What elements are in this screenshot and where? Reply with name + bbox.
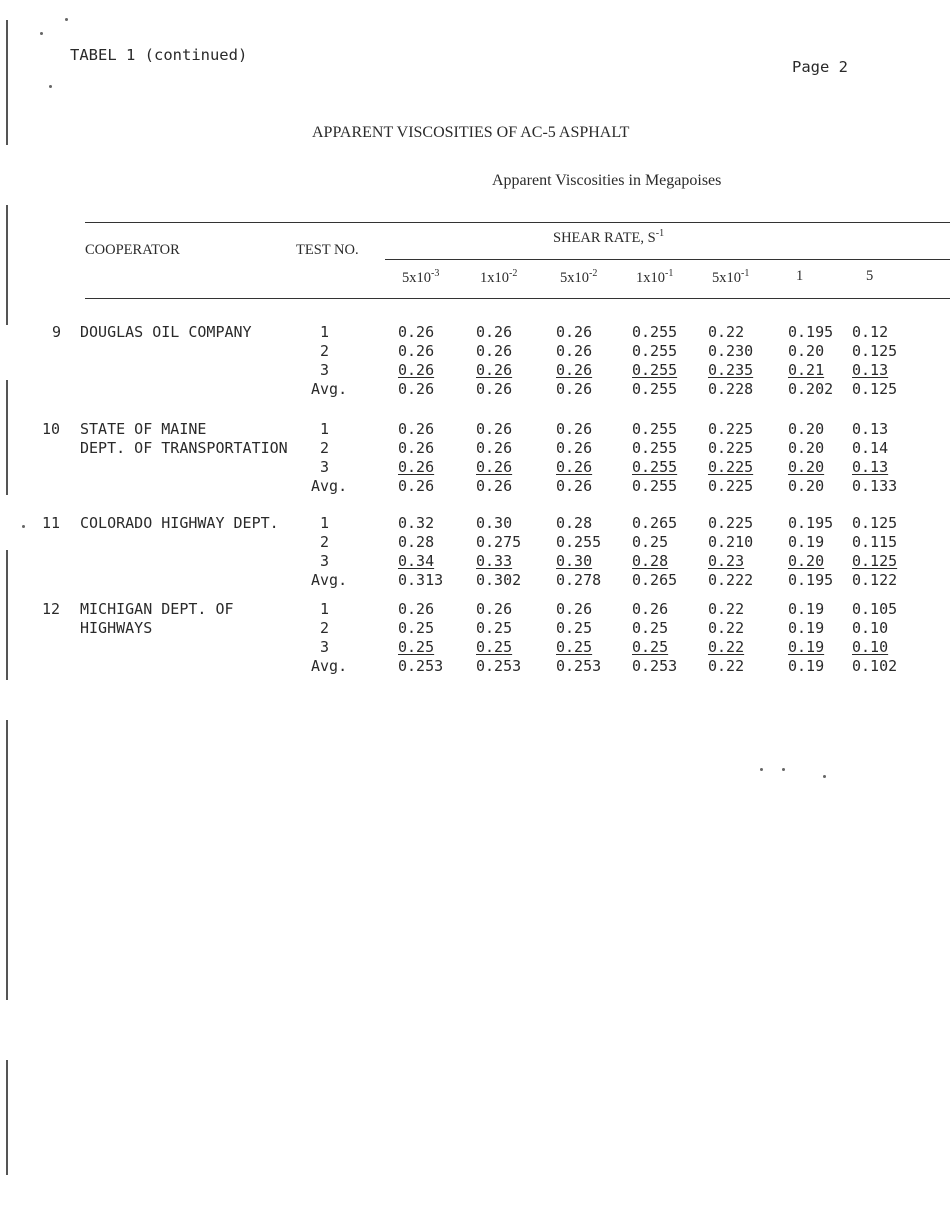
- test-number: 3: [320, 458, 330, 476]
- viscosity-cell: 0.13: [852, 361, 889, 379]
- viscosity-cell: 0.20: [788, 342, 825, 360]
- viscosity-cell: 0.28: [556, 514, 593, 532]
- shear-rate-col-base: 5x10: [560, 269, 589, 286]
- header-bottom-rule: [85, 298, 950, 299]
- viscosity-cell: 0.225: [708, 420, 754, 438]
- viscosity-cell: 0.19: [788, 533, 825, 551]
- scan-speck: [40, 32, 43, 35]
- page-title: APPARENT VISCOSITIES OF AC-5 ASPHALT: [312, 124, 630, 141]
- viscosity-cell: 0.25: [398, 619, 435, 637]
- cooperator-name: DEPT. OF TRANSPORTATION: [80, 439, 288, 457]
- shear-rate-col-exp: -2: [589, 268, 598, 279]
- viscosity-cell: 0.26: [556, 420, 593, 438]
- page-number: Page 2: [792, 58, 848, 76]
- shear-rate-col-header: [560, 268, 597, 287]
- cooperator-name: COLORADO HIGHWAY DEPT.: [80, 514, 279, 532]
- viscosity-cell: 0.26: [476, 458, 513, 476]
- shear-rate-header: [553, 228, 664, 247]
- cooperator-number: 11: [42, 514, 61, 532]
- viscosity-cell: 0.225: [708, 439, 754, 457]
- viscosity-cell: 0.21: [788, 361, 825, 379]
- average-value-cell: 0.26: [556, 380, 593, 398]
- test-number: Avg.: [311, 380, 348, 398]
- average-value-cell: 0.255: [632, 380, 678, 398]
- shear-rate-col-header: [402, 268, 439, 287]
- viscosity-cell: 0.115: [852, 533, 898, 551]
- viscosity-cell: 0.26: [398, 342, 435, 360]
- viscosity-cell: 0.195: [788, 323, 834, 341]
- shear-rate-col-base: 1x10: [636, 269, 665, 286]
- test-number: Avg.: [311, 571, 348, 589]
- viscosity-cell: 0.255: [632, 323, 678, 341]
- test-number: 2: [320, 439, 330, 457]
- viscosity-cell: 0.255: [632, 361, 678, 379]
- binder-mark: [6, 1060, 8, 1175]
- viscosity-cell: 0.230: [708, 342, 754, 360]
- viscosity-cell: 0.20: [788, 458, 825, 476]
- shear-rate-col-header: [480, 268, 517, 287]
- viscosity-cell: 0.225: [708, 514, 754, 532]
- viscosity-cell: 0.22: [708, 619, 745, 637]
- col-header-test-no: TEST NO.: [296, 242, 359, 258]
- scan-speck: [49, 85, 52, 88]
- average-value-cell: 0.20: [788, 477, 825, 495]
- average-value-cell: 0.255: [632, 477, 678, 495]
- binder-mark: [6, 550, 8, 680]
- viscosity-cell: 0.28: [632, 552, 669, 570]
- shear-rate-col-exp: -1: [741, 268, 750, 279]
- cooperator-name: MICHIGAN DEPT. OF: [80, 600, 234, 618]
- viscosity-cell: 0.235: [708, 361, 754, 379]
- average-value-cell: 0.125: [852, 380, 898, 398]
- shear-rate-col-header: [712, 268, 749, 287]
- average-value-cell: 0.313: [398, 571, 444, 589]
- viscosity-cell: 0.25: [632, 619, 669, 637]
- scan-speck: [782, 768, 785, 771]
- viscosity-cell: 0.25: [632, 533, 669, 551]
- viscosity-cell: 0.275: [476, 533, 522, 551]
- viscosity-cell: 0.26: [476, 439, 513, 457]
- viscosity-cell: 0.26: [556, 600, 593, 618]
- viscosity-cell: 0.20: [788, 420, 825, 438]
- average-value-cell: 0.26: [476, 477, 513, 495]
- viscosity-cell: 0.13: [852, 420, 889, 438]
- viscosity-cell: 0.25: [556, 619, 593, 637]
- shear-rate-col-base: 5x10: [712, 269, 741, 286]
- shear-rate-col-base: 5: [866, 268, 874, 284]
- test-number: 3: [320, 552, 330, 570]
- viscosity-cell: 0.125: [852, 514, 898, 532]
- average-value-cell: 0.26: [398, 477, 435, 495]
- average-value-cell: 0.225: [708, 477, 754, 495]
- viscosity-cell: 0.26: [556, 361, 593, 379]
- test-number: 1: [320, 323, 330, 341]
- viscosity-cell: 0.26: [556, 439, 593, 457]
- test-number: Avg.: [311, 477, 348, 495]
- shear-rate-col-exp: -1: [665, 268, 674, 279]
- average-value-cell: 0.122: [852, 571, 898, 589]
- viscosity-cell: 0.255: [632, 420, 678, 438]
- viscosity-cell: 0.33: [476, 552, 513, 570]
- test-number: 1: [320, 514, 330, 532]
- shear-rate-exponent: -1: [655, 228, 665, 239]
- shear-rate-col-exp: -2: [509, 268, 518, 279]
- viscosity-cell: 0.30: [556, 552, 593, 570]
- viscosity-cell: 0.19: [788, 638, 825, 656]
- test-number: 1: [320, 420, 330, 438]
- viscosity-cell: 0.26: [476, 323, 513, 341]
- viscosity-cell: 0.26: [398, 420, 435, 438]
- test-number: Avg.: [311, 657, 348, 675]
- viscosity-cell: 0.265: [632, 514, 678, 532]
- viscosity-cell: 0.255: [556, 533, 602, 551]
- shear-rate-col-header: [636, 268, 673, 287]
- shear-rate-col-header: [866, 268, 873, 285]
- cooperator-name: HIGHWAYS: [80, 619, 153, 637]
- cooperator-number: 10: [42, 420, 61, 438]
- cooperator-number: 9: [52, 323, 62, 341]
- viscosity-cell: 0.26: [398, 323, 435, 341]
- binder-mark: [6, 720, 8, 1000]
- viscosity-cell: 0.26: [556, 458, 593, 476]
- viscosity-cell: 0.23: [708, 552, 745, 570]
- page-subtitle: Apparent Viscosities in Megapoises: [492, 172, 722, 189]
- scan-speck: [22, 525, 25, 528]
- viscosity-cell: 0.26: [556, 342, 593, 360]
- test-number: 2: [320, 619, 330, 637]
- viscosity-cell: 0.34: [398, 552, 435, 570]
- viscosity-cell: 0.25: [556, 638, 593, 656]
- viscosity-cell: 0.32: [398, 514, 435, 532]
- average-value-cell: 0.302: [476, 571, 522, 589]
- shear-rate-col-header: [796, 268, 803, 285]
- average-value-cell: 0.278: [556, 571, 602, 589]
- viscosity-cell: 0.10: [852, 619, 889, 637]
- viscosity-cell: 0.22: [708, 600, 745, 618]
- average-value-cell: 0.102: [852, 657, 898, 675]
- average-value-cell: 0.22: [708, 657, 745, 675]
- average-value-cell: 0.19: [788, 657, 825, 675]
- binder-mark: [6, 380, 8, 495]
- test-number: 2: [320, 342, 330, 360]
- shear-rate-rule: [385, 259, 950, 260]
- average-value-cell: 0.253: [476, 657, 522, 675]
- viscosity-cell: 0.13: [852, 458, 889, 476]
- cooperator-number: 12: [42, 600, 61, 618]
- binder-mark: [6, 20, 8, 145]
- viscosity-cell: 0.125: [852, 552, 898, 570]
- average-value-cell: 0.253: [632, 657, 678, 675]
- shear-rate-col-base: 1x10: [480, 269, 509, 286]
- average-value-cell: 0.228: [708, 380, 754, 398]
- viscosity-cell: 0.22: [708, 638, 745, 656]
- viscosity-cell: 0.195: [788, 514, 834, 532]
- average-value-cell: 0.133: [852, 477, 898, 495]
- viscosity-cell: 0.20: [788, 552, 825, 570]
- test-number: 3: [320, 361, 330, 379]
- table-caption: TABEL 1 (continued): [70, 46, 248, 64]
- viscosity-cell: 0.20: [788, 439, 825, 457]
- viscosity-cell: 0.26: [398, 458, 435, 476]
- viscosity-cell: 0.25: [632, 638, 669, 656]
- average-value-cell: 0.26: [398, 380, 435, 398]
- viscosity-cell: 0.210: [708, 533, 754, 551]
- viscosity-cell: 0.22: [708, 323, 745, 341]
- shear-rate-col-base: 1: [796, 268, 804, 284]
- scan-speck: [760, 768, 763, 771]
- average-value-cell: 0.202: [788, 380, 834, 398]
- cooperator-name: DOUGLAS OIL COMPANY: [80, 323, 252, 341]
- viscosity-cell: 0.255: [632, 439, 678, 457]
- viscosity-cell: 0.25: [476, 638, 513, 656]
- shear-rate-col-exp: -3: [431, 268, 440, 279]
- viscosity-cell: 0.30: [476, 514, 513, 532]
- viscosity-cell: 0.25: [476, 619, 513, 637]
- viscosity-cell: 0.26: [398, 600, 435, 618]
- shear-rate-col-base: 5x10: [402, 269, 431, 286]
- col-header-cooperator: COOPERATOR: [85, 242, 180, 258]
- average-value-cell: 0.253: [556, 657, 602, 675]
- table-top-rule: [85, 222, 950, 223]
- average-value-cell: 0.26: [556, 477, 593, 495]
- viscosity-cell: 0.25: [398, 638, 435, 656]
- viscosity-cell: 0.12: [852, 323, 889, 341]
- viscosity-cell: 0.26: [398, 361, 435, 379]
- average-value-cell: 0.26: [476, 380, 513, 398]
- viscosity-cell: 0.255: [632, 342, 678, 360]
- viscosity-cell: 0.14: [852, 439, 889, 457]
- viscosity-cell: 0.255: [632, 458, 678, 476]
- test-number: 3: [320, 638, 330, 656]
- average-value-cell: 0.253: [398, 657, 444, 675]
- viscosity-cell: 0.26: [476, 361, 513, 379]
- average-value-cell: 0.265: [632, 571, 678, 589]
- viscosity-cell: 0.26: [476, 420, 513, 438]
- scan-speck: [65, 18, 68, 21]
- viscosity-cell: 0.225: [708, 458, 754, 476]
- viscosity-cell: 0.28: [398, 533, 435, 551]
- viscosity-cell: 0.19: [788, 600, 825, 618]
- viscosity-cell: 0.19: [788, 619, 825, 637]
- viscosity-cell: 0.105: [852, 600, 898, 618]
- viscosity-cell: 0.26: [476, 342, 513, 360]
- viscosity-cell: 0.26: [476, 600, 513, 618]
- cooperator-name: STATE OF MAINE: [80, 420, 207, 438]
- viscosity-cell: 0.26: [556, 323, 593, 341]
- viscosity-cell: 0.26: [398, 439, 435, 457]
- viscosity-cell: 0.125: [852, 342, 898, 360]
- average-value-cell: 0.195: [788, 571, 834, 589]
- viscosity-cell: 0.26: [632, 600, 669, 618]
- average-value-cell: 0.222: [708, 571, 754, 589]
- shear-rate-label: SHEAR RATE, S: [553, 229, 656, 246]
- test-number: 2: [320, 533, 330, 551]
- scan-speck: [823, 775, 826, 778]
- binder-mark: [6, 205, 8, 325]
- test-number: 1: [320, 600, 330, 618]
- viscosity-cell: 0.10: [852, 638, 889, 656]
